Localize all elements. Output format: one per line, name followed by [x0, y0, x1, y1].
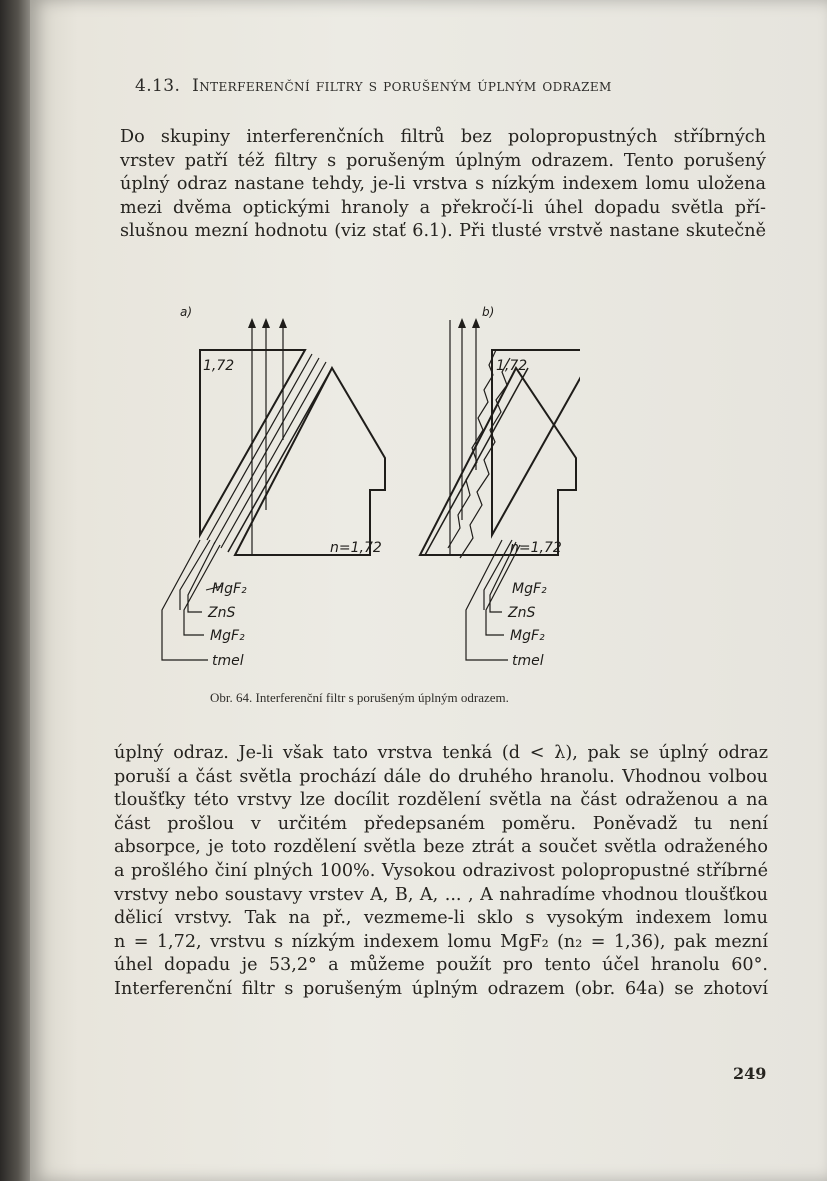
text-line: Do skupiny interferenčních filtrů bez polopropustných stříbrných — [120, 127, 766, 147]
panel-a-index-top: 1,72 — [203, 358, 235, 374]
panel-b-label: b) — [482, 305, 495, 319]
text-line: úplný odraz nastane tehdy, je-li vrstva s nízkým indexem lomu uložena — [120, 174, 766, 195]
panel-b-layer-3: MgF₂ — [510, 628, 545, 644]
figure-caption: Obr. 64. Interferenční filtr s porušeným úplným odrazem. — [210, 690, 509, 705]
section-heading — [135, 76, 775, 96]
text-line: část prošlou v určitém předepsaném poměru. Poněvadž tu není — [114, 813, 768, 834]
panel-b-index-bottom: n=1,72 — [510, 540, 562, 556]
page-number: 249 — [733, 1064, 767, 1083]
text-line: dělicí vrstvy. Tak na př., vezmeme-li sklo s vysokým indexem lomu — [114, 908, 768, 929]
text-line: vrstev patří též filtry s porušeným úplným odrazem. Tento porušený — [120, 150, 766, 171]
panel-a-layer-4: tmel — [212, 653, 244, 669]
panel-a-layer-1: MgF₂ — [212, 581, 247, 597]
panel-a — [162, 305, 385, 669]
text-line: a prošlého činí plných 100%. Vysokou odrazivost polopropustné stříbrné — [114, 860, 768, 881]
figure-64 — [140, 290, 580, 685]
panel-a-label: a) — [180, 305, 193, 319]
text-line: slušnou mezní hodnotu (viz stať 6.1). Při tlusté vrstvě nastane skutečně — [120, 221, 766, 242]
panel-a-layer-2: ZnS — [208, 605, 236, 621]
text-line: poruší a část světla prochází dále do druhého hranolu. Vhodnou volbou — [114, 766, 768, 787]
text-line: vrstvy nebo soustavy vrstev A, B, A, ... , A nahradíme vhodnou tloušťkou — [114, 884, 768, 905]
text-line: mezi dvěma optickými hranoly a překročí-li úhel dopadu světla pří- — [120, 197, 766, 218]
section-number: 4.13. — [135, 76, 181, 96]
text-line: tloušťky této vrstvy lze docílit rozdělení světla na část odraženou a na — [114, 790, 768, 811]
text-line: Interferenční filtr s porušeným úplným odrazem (obr. 64a) se zhotoví — [114, 978, 768, 999]
panel-a-index-bottom: n=1,72 — [330, 540, 382, 556]
paragraph-1 — [120, 126, 766, 244]
prism-lower-a — [235, 368, 385, 555]
paragraph-2 — [114, 742, 768, 1002]
panel-b-index-top: 1,72 — [496, 358, 528, 374]
panel-b-layer-1: MgF₂ — [512, 581, 547, 597]
section-title: Interferenční filtry s porušeným úplným odrazem — [192, 76, 612, 96]
book-binding — [0, 0, 30, 1181]
panel-b-layer-2: ZnS — [508, 605, 536, 621]
panel-b-layer-4: tmel — [512, 653, 544, 669]
panel-b — [420, 305, 580, 669]
text-line: n = 1,72, vrstvu s nízkým indexem lomu MgF₂ (n₂ = 1,36), pak mezní — [114, 931, 768, 952]
text-line: úhel dopadu je 53,2° a můžeme použít pro tento účel hranolu 60°. — [114, 955, 768, 976]
text-line: úplný odraz. Je-li však tato vrstva tenká (d < λ), pak se úplný odraz — [114, 743, 768, 763]
text-line: absorpce, je toto rozdělení světla beze ztrát a součet světla odraženého — [114, 837, 768, 858]
panel-a-layer-3: MgF₂ — [210, 628, 245, 644]
